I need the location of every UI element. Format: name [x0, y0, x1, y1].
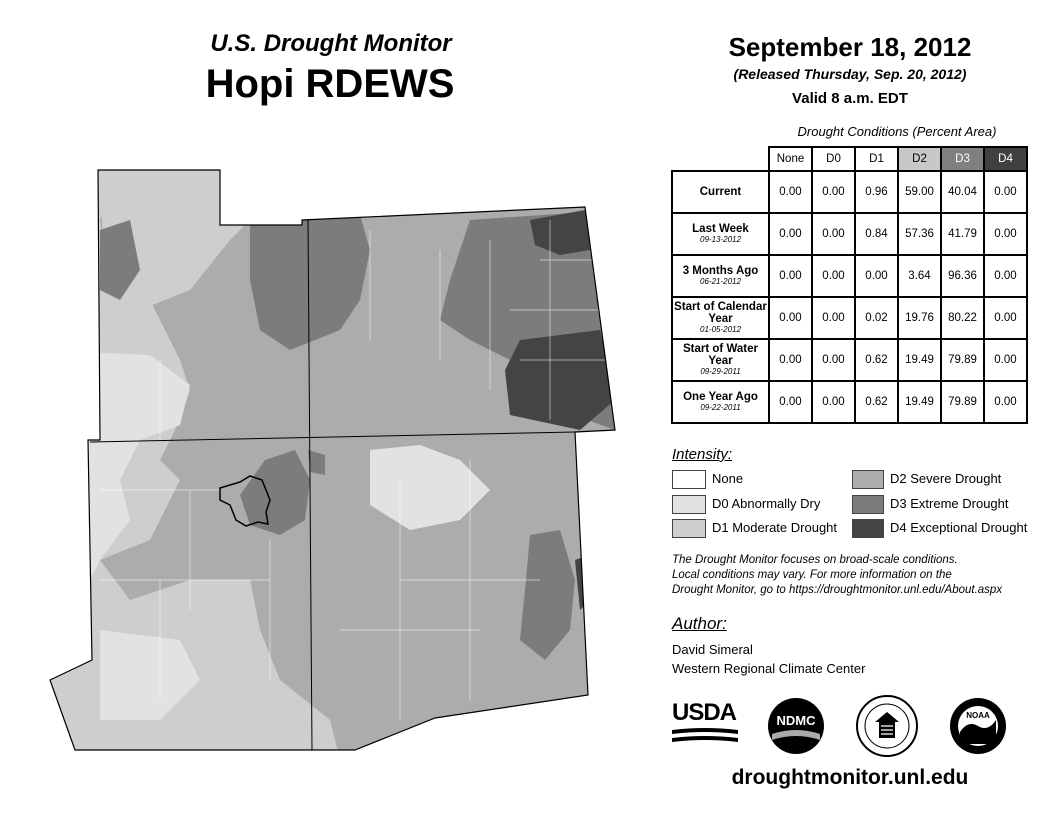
table-cell: 0.00: [812, 213, 855, 255]
author-org: Western Regional Climate Center: [672, 661, 866, 676]
author-heading: Author:: [672, 614, 727, 633]
table-cell: 0.00: [984, 213, 1027, 255]
table-row: [672, 171, 1027, 213]
table-cell: 3.64: [898, 255, 941, 297]
usda-logo: [672, 700, 742, 748]
legend-swatch: [672, 495, 706, 514]
table-cell: 0.00: [984, 297, 1027, 339]
row-date: 09-13-2012: [700, 235, 741, 244]
table-cell: 0.00: [769, 381, 812, 423]
legend-label: D4 Exceptional Drought: [890, 520, 1028, 535]
noaa-logo-text: NOAA: [966, 711, 990, 720]
row-date: 01-05-2012: [700, 325, 741, 334]
map-date: September 18, 2012: [728, 32, 972, 62]
row-label-text: Last Week: [692, 223, 749, 235]
legend-swatch: [672, 470, 706, 489]
table-cell: 59.00: [898, 171, 941, 213]
region-title: Hopi RDEWS: [205, 62, 455, 106]
table-cell: 0.00: [984, 171, 1027, 213]
table-cell: 79.89: [941, 339, 984, 381]
row-label: [672, 213, 769, 255]
row-label-text: Start of Water Year: [683, 343, 758, 367]
table-cell: 0.00: [984, 255, 1027, 297]
usda-logo-text: USDA: [672, 699, 737, 726]
table-corner: [672, 147, 769, 171]
legend-swatch: [852, 519, 884, 538]
table-cell: 0.00: [769, 297, 812, 339]
table-cell: 0.00: [812, 339, 855, 381]
legend-label: D2 Severe Drought: [890, 471, 1002, 486]
valid-time: Valid 8 a.m. EDT: [792, 90, 908, 107]
table-row: [672, 381, 1027, 423]
table-cell: 96.36: [941, 255, 984, 297]
table-cell: 0.02: [855, 297, 898, 339]
legend-label: D0 Abnormally Dry: [712, 496, 821, 511]
table-row: [672, 255, 1027, 297]
legend-swatch: [672, 519, 706, 538]
ndmc-logo-text: NDMC: [776, 713, 816, 728]
table-cell: 0.00: [855, 255, 898, 297]
table-header-row: [672, 147, 1027, 171]
row-label-text: One Year Ago: [683, 391, 758, 403]
row-label: [672, 339, 769, 381]
table-cell: 0.00: [812, 297, 855, 339]
table-cell: 19.76: [898, 297, 941, 339]
table-cell: 0.00: [812, 171, 855, 213]
table-cell: 0.00: [769, 339, 812, 381]
table-body: [672, 171, 1027, 423]
author-name: David Simeral: [672, 642, 753, 657]
row-label-text: 3 Months Ago: [682, 265, 759, 277]
table-cell: 57.36: [898, 213, 941, 255]
table-cell: 0.00: [984, 339, 1027, 381]
legend-label: None: [712, 471, 744, 486]
drought-conditions-table: [671, 146, 1028, 424]
legend-swatch: [852, 495, 884, 514]
row-label: [672, 255, 769, 297]
table-cell: 19.49: [898, 381, 941, 423]
table-cell: 0.00: [984, 381, 1027, 423]
row-label-text: Start of Calendar Year: [674, 301, 767, 325]
table-cell: 80.22: [941, 297, 984, 339]
monitor-note: [672, 553, 1052, 598]
table-row: [672, 213, 1027, 255]
noaa-logo: [948, 696, 1008, 756]
note-line-1: The Drought Monitor focuses on broad-scale conditions.: [672, 554, 958, 566]
row-date: 09-29-2011: [700, 367, 741, 376]
legend-swatch: [852, 470, 884, 489]
table-header-d3: D3: [941, 147, 984, 171]
table-cell: 79.89: [941, 381, 984, 423]
ndmc-logo: [766, 696, 826, 756]
table-header-d4: D4: [984, 147, 1027, 171]
table-cell: 0.00: [812, 255, 855, 297]
table-cell: 0.96: [855, 171, 898, 213]
table-cell: 0.62: [855, 339, 898, 381]
table-cell: 0.00: [769, 213, 812, 255]
commerce-seal-logo: [855, 694, 919, 758]
table-cell: 41.79: [941, 213, 984, 255]
row-date: 06-21-2012: [700, 277, 741, 286]
table-header-d0: D0: [812, 147, 855, 171]
table-cell: 0.00: [812, 381, 855, 423]
release-date: (Released Thursday, Sep. 20, 2012): [733, 66, 967, 82]
note-line-3: Drought Monitor, go to https://droughtmonitor.unl.edu/About.aspx: [672, 584, 1003, 596]
table-cell: 19.49: [898, 339, 941, 381]
legend-label: D3 Extreme Drought: [890, 496, 1009, 511]
table-cell: 40.04: [941, 171, 984, 213]
row-label: [672, 171, 769, 213]
table-cell: 0.84: [855, 213, 898, 255]
row-label: [672, 297, 769, 339]
map-subtitle: U.S. Drought Monitor: [210, 30, 452, 57]
row-date: 09-22-2011: [700, 403, 741, 412]
table-row: [672, 339, 1027, 381]
table-cell: 0.00: [769, 255, 812, 297]
usda-logo-waves: [672, 726, 738, 746]
row-label-text: Current: [699, 186, 742, 198]
table-header-d1: D1: [855, 147, 898, 171]
legend-label: D1 Moderate Drought: [712, 520, 838, 535]
table-header-none: None: [769, 147, 812, 171]
table-row: [672, 297, 1027, 339]
note-line-2: Local conditions may vary. For more information on the: [672, 569, 952, 581]
row-label: [672, 381, 769, 423]
legend-heading: Intensity:: [672, 446, 733, 463]
table-cell: 0.62: [855, 381, 898, 423]
table-caption: Drought Conditions (Percent Area): [797, 124, 997, 139]
footer-url[interactable]: droughtmonitor.unl.edu: [731, 766, 969, 789]
table-header-d2: D2: [898, 147, 941, 171]
drought-map: [40, 160, 630, 760]
table-cell: 0.00: [769, 171, 812, 213]
